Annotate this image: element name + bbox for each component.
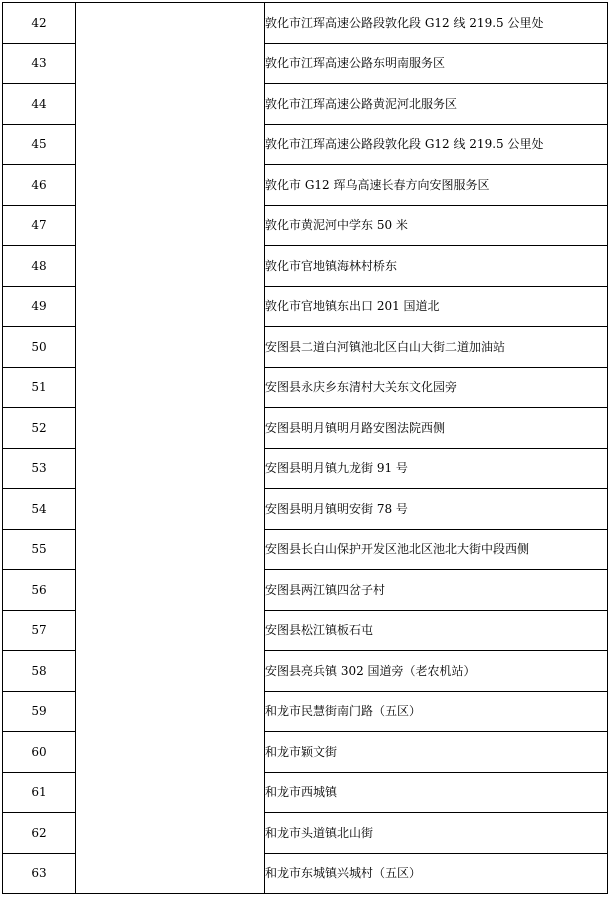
row-number: 54 — [3, 489, 76, 530]
row-address: 敦化市官地镇东出口 201 国道北 — [265, 286, 608, 327]
row-number: 49 — [3, 286, 76, 327]
row-address: 敦化市江珲高速公路黄泥河北服务区 — [265, 84, 608, 125]
row-address: 和龙市西城镇 — [265, 772, 608, 813]
row-address: 敦化市黄泥河中学东 50 米 — [265, 205, 608, 246]
row-number: 46 — [3, 165, 76, 206]
row-number: 51 — [3, 367, 76, 408]
row-number: 58 — [3, 651, 76, 692]
row-address: 安图县松江镇板石屯 — [265, 610, 608, 651]
row-address: 敦化市江珲高速公路段敦化段 G12 线 219.5 公里处 — [265, 3, 608, 44]
row-number: 56 — [3, 570, 76, 611]
row-number: 62 — [3, 813, 76, 854]
row-address: 安图县亮兵镇 302 国道旁（老农机站） — [265, 651, 608, 692]
row-address: 安图县二道白河镇池北区白山大街二道加油站 — [265, 327, 608, 368]
merged-empty-cell — [76, 3, 265, 894]
row-address: 安图县明月镇明月路安图法院西侧 — [265, 408, 608, 449]
row-address: 安图县永庆乡东清村大关东文化园旁 — [265, 367, 608, 408]
locations-table-container — [2, 2, 606, 894]
row-address: 安图县明月镇明安街 78 号 — [265, 489, 608, 530]
locations-table — [2, 2, 608, 894]
row-address: 敦化市江珲高速公路东明南服务区 — [265, 43, 608, 84]
row-number: 43 — [3, 43, 76, 84]
table-body — [3, 3, 608, 894]
row-number: 42 — [3, 3, 76, 44]
row-number: 55 — [3, 529, 76, 570]
row-number: 57 — [3, 610, 76, 651]
row-number: 63 — [3, 853, 76, 894]
row-address: 安图县长白山保护开发区池北区池北大街中段西侧 — [265, 529, 608, 570]
row-address: 和龙市颖文街 — [265, 732, 608, 773]
row-number: 44 — [3, 84, 76, 125]
row-address: 敦化市江珲高速公路段敦化段 G12 线 219.5 公里处 — [265, 124, 608, 165]
row-number: 60 — [3, 732, 76, 773]
row-number: 47 — [3, 205, 76, 246]
row-number: 59 — [3, 691, 76, 732]
row-number: 53 — [3, 448, 76, 489]
row-address: 敦化市 G12 珲乌高速长春方向安图服务区 — [265, 165, 608, 206]
row-number: 45 — [3, 124, 76, 165]
row-address: 安图县明月镇九龙街 91 号 — [265, 448, 608, 489]
row-number: 52 — [3, 408, 76, 449]
row-address: 敦化市官地镇海林村桥东 — [265, 246, 608, 287]
table-row — [3, 3, 608, 44]
row-number: 48 — [3, 246, 76, 287]
row-number: 61 — [3, 772, 76, 813]
row-address: 和龙市东城镇兴城村（五区） — [265, 853, 608, 894]
row-address: 和龙市民慧街南门路（五区） — [265, 691, 608, 732]
row-address: 安图县两江镇四岔子村 — [265, 570, 608, 611]
row-address: 和龙市头道镇北山街 — [265, 813, 608, 854]
row-number: 50 — [3, 327, 76, 368]
